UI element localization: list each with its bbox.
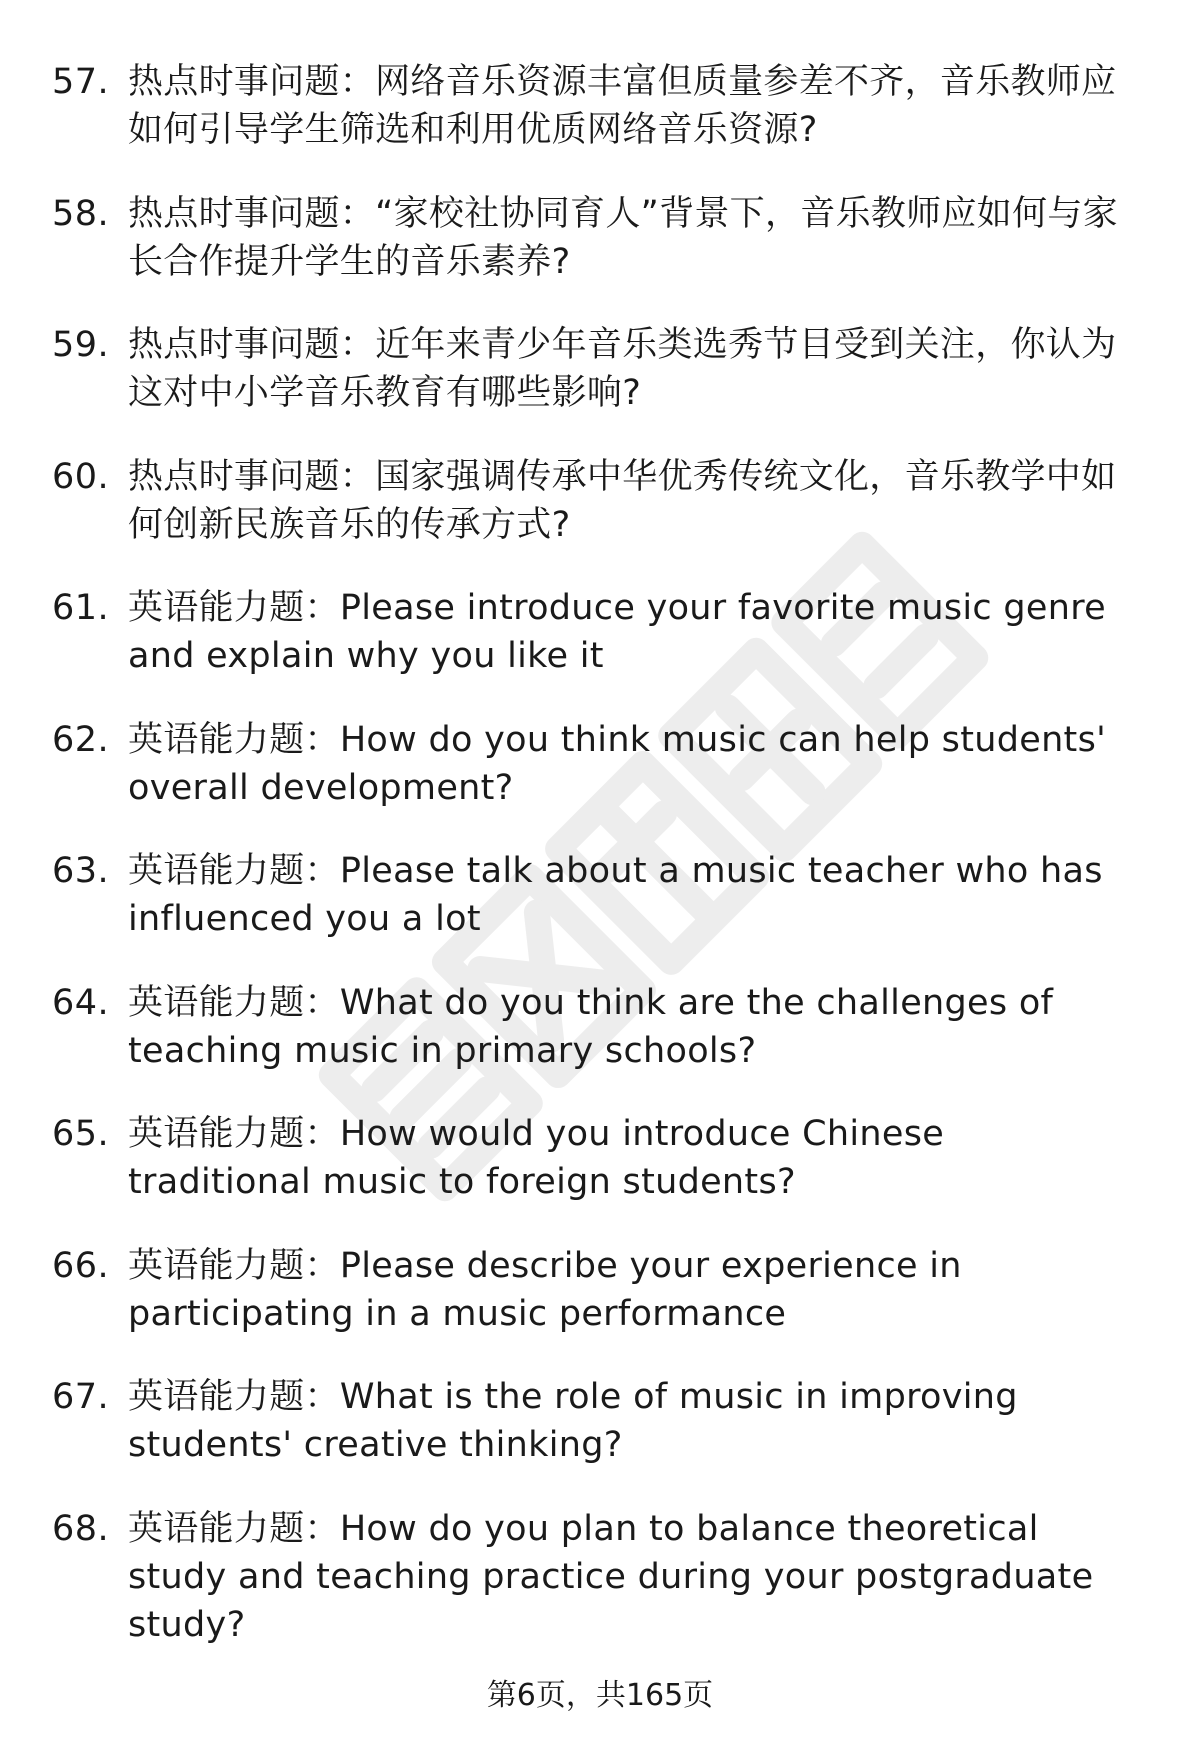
question-category: 英语能力题： — [128, 851, 340, 891]
question-number: 59. — [52, 325, 110, 365]
question-number: 67. — [52, 1377, 110, 1417]
question-number: 60. — [52, 456, 110, 497]
question-category: 热点时事问题： — [128, 456, 376, 497]
question-text — [128, 453, 1138, 549]
question-item — [52, 321, 1162, 453]
question-category: 英语能力题： — [128, 1508, 340, 1549]
question-body: What do you think are the challenges of teaching music in primary schools? — [128, 982, 1054, 1071]
question-number: 63. — [52, 851, 110, 891]
question-body: “家校社协同育人”背景下，音乐教师应如何与家长合作提升学生的音乐素养? — [128, 193, 1118, 282]
question-category: 英语能力题： — [128, 1377, 340, 1417]
question-number: 58. — [52, 193, 110, 234]
question-body: Please talk about a music teacher who has influenced you a lot — [128, 851, 1103, 939]
question-text — [128, 1373, 1138, 1469]
question-item — [52, 58, 1162, 190]
question-body: How would you introduce Chinese traditional music to foreign students? — [128, 1114, 945, 1202]
question-text — [128, 1505, 1138, 1649]
question-item — [52, 453, 1162, 585]
question-number: 57. — [52, 62, 110, 102]
question-category: 热点时事问题： — [128, 325, 376, 365]
question-text — [128, 321, 1138, 417]
question-number: 64. — [52, 982, 110, 1023]
question-category: 热点时事问题： — [128, 62, 376, 102]
question-text — [128, 847, 1138, 943]
question-number: 61. — [52, 588, 110, 628]
question-number: 62. — [52, 719, 110, 760]
question-number: 68. — [52, 1508, 110, 1549]
question-text — [128, 190, 1138, 286]
question-category: 英语能力题： — [128, 1245, 340, 1286]
question-number: 66. — [52, 1245, 110, 1286]
question-number: 65. — [52, 1114, 110, 1154]
question-text — [128, 1110, 1138, 1206]
question-body: What is the role of music in improving students' creative thinking? — [128, 1377, 1018, 1465]
question-body: 近年来青少年音乐类选秀节目受到关注，你认为这对中小学音乐教育有哪些影响? — [128, 325, 1117, 413]
question-category: 英语能力题： — [128, 588, 340, 628]
question-body: Please introduce your favorite music genre and explain why you like it — [128, 588, 1106, 676]
question-item — [52, 190, 1162, 322]
question-category: 英语能力题： — [128, 982, 340, 1023]
question-body: Please describe your experience in participating in a music performance — [128, 1245, 962, 1334]
question-item — [52, 1373, 1162, 1505]
question-category: 英语能力题： — [128, 719, 340, 760]
question-text — [128, 1242, 1138, 1338]
question-item — [52, 1242, 1162, 1374]
question-body: How do you plan to balance theoretical study and teaching practice during your postgraduate study? — [128, 1508, 1094, 1645]
question-body: 网络音乐资源丰富但质量参差不齐，音乐教师应如何引导学生筛选和利用优质网络音乐资源? — [128, 62, 1117, 150]
page-number-footer: 第6页，共165页 — [486, 1678, 714, 1713]
question-text — [128, 58, 1138, 154]
question-list — [52, 58, 1162, 1645]
question-item — [52, 847, 1162, 979]
question-text — [128, 584, 1138, 680]
question-item — [52, 1110, 1162, 1242]
question-category: 英语能力题： — [128, 1114, 340, 1154]
question-item — [52, 716, 1162, 848]
question-body: How do you think music can help students' overall development? — [128, 719, 1107, 808]
question-text — [128, 716, 1138, 812]
question-category: 热点时事问题： — [128, 193, 376, 234]
question-item — [52, 1505, 1162, 1645]
question-text — [128, 979, 1138, 1075]
question-item — [52, 584, 1162, 716]
question-body: 国家强调传承中华优秀传统文化，音乐教学中如何创新民族音乐的传承方式? — [128, 456, 1117, 545]
question-item — [52, 979, 1162, 1111]
